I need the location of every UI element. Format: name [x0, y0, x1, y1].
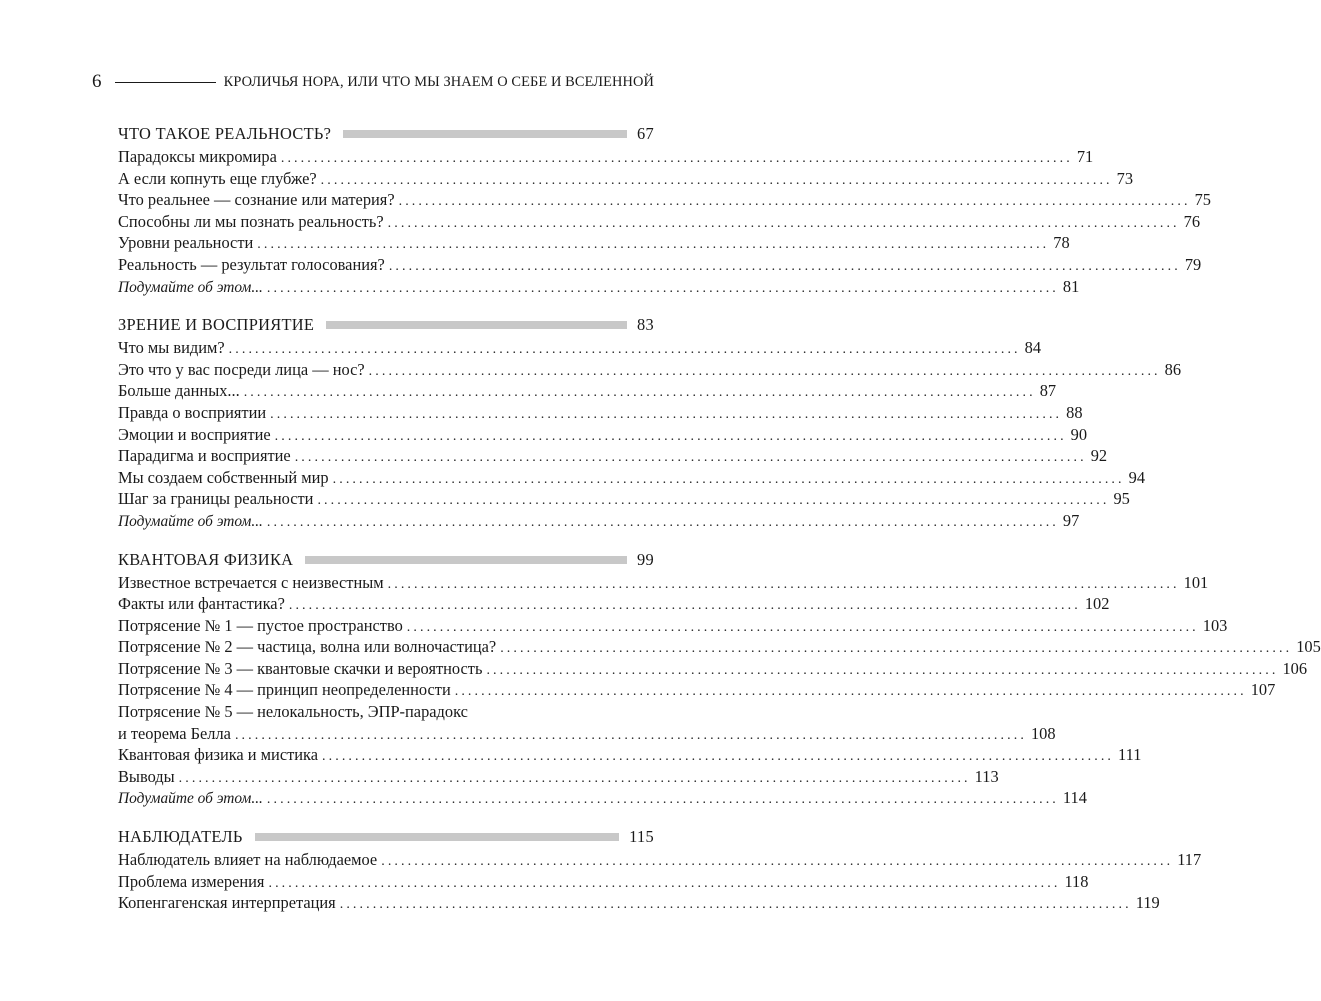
entry-page: 105: [1296, 637, 1321, 657]
entry-page: 73: [1116, 168, 1134, 188]
entry-page: 107: [1250, 680, 1276, 700]
toc-entry[interactable]: [118, 445, 1108, 467]
entry-title: Подумайте об этом...: [118, 512, 263, 530]
leader-dots: ........................................................................................................................: [381, 854, 1174, 870]
entry-title: Известное встречается с неизвестным: [118, 572, 384, 592]
leader-dots: ........................................................................................................................: [322, 749, 1115, 765]
entry-title: Больше данных...: [118, 381, 240, 401]
leader-dots: ........................................................................................................................: [228, 342, 1021, 358]
toc-section: [118, 313, 1182, 531]
leader-dots: ........................................................................................................................: [243, 385, 1036, 401]
table-of-contents: [118, 122, 1321, 930]
entry-page: 78: [1053, 233, 1070, 253]
toc-entry[interactable]: [118, 849, 1202, 871]
heading-bar: [326, 321, 627, 329]
entry-page: 113: [974, 766, 999, 786]
entry-title: Потрясение № 3 — квантовые скачки и вероятность: [118, 658, 483, 678]
running-header: [92, 70, 654, 94]
toc-entry[interactable]: [118, 211, 1201, 233]
entry-page: 75: [1194, 190, 1211, 210]
leader-dots: ........................................................................................................................: [266, 514, 1059, 530]
toc-entry[interactable]: [118, 254, 1202, 276]
toc-entry[interactable]: [118, 146, 1094, 168]
toc-entry[interactable]: [118, 510, 1080, 532]
section-heading[interactable]: [118, 313, 654, 337]
section-heading-title: КВАНТОВАЯ ФИЗИКА: [118, 549, 294, 569]
toc-entry[interactable]: [118, 488, 1130, 510]
toc-entry[interactable]: [118, 723, 1056, 745]
entry-title: Потрясение № 5 — нелокальность, ЭПР-парадокс: [118, 702, 468, 722]
entry-page: 92: [1090, 446, 1108, 466]
leader-dots: ........................................................................................................................: [398, 194, 1191, 210]
section-heading-title: ЗРЕНИЕ И ВОСПРИЯТИЕ: [118, 315, 315, 335]
heading-bar: [305, 556, 627, 564]
entry-page: 86: [1164, 359, 1182, 379]
entry-page: 97: [1062, 510, 1080, 530]
entry-page: 95: [1113, 489, 1130, 509]
page-number: 6: [92, 71, 102, 92]
entry-page: 102: [1084, 594, 1110, 614]
entry-title: Выводы: [118, 766, 175, 786]
entry-title: Проблема измерения: [118, 871, 265, 891]
leader-dots: ........................................................................................................................: [294, 450, 1087, 466]
leader-dots: ........................................................................................................................: [368, 363, 1161, 379]
section-heading[interactable]: [118, 122, 654, 146]
toc-entry-line[interactable]: [118, 701, 654, 723]
leader-dots: ........................................................................................................................: [268, 875, 1061, 891]
entry-title: Копенгагенская интерпретация: [118, 893, 336, 913]
leader-dots: ........................................................................................................................: [178, 770, 971, 786]
section-heading[interactable]: [118, 548, 654, 572]
entry-title: Потрясение № 1 — пустое пространство: [118, 615, 403, 635]
entry-page: 76: [1183, 211, 1201, 231]
leader-dots: ........................................................................................................................: [234, 727, 1027, 743]
entry-page: 81: [1062, 276, 1080, 296]
toc-entry[interactable]: [118, 787, 1087, 809]
leader-dots: ........................................................................................................................: [387, 215, 1180, 231]
leader-dots: ........................................................................................................................: [332, 471, 1125, 487]
leader-dots: ........................................................................................................................: [500, 641, 1293, 657]
entry-title: Наблюдатель влияет на наблюдаемое: [118, 850, 378, 870]
leader-dots: ........................................................................................................................: [274, 428, 1067, 444]
leader-dots: ........................................................................................................................: [280, 151, 1073, 166]
entry-page: 87: [1039, 381, 1057, 401]
leader-dots: ........................................................................................................................: [317, 493, 1110, 509]
toc-entry[interactable]: [118, 892, 1160, 914]
toc-entry[interactable]: [118, 189, 1211, 211]
leader-dots: ........................................................................................................................: [266, 280, 1059, 296]
entry-title: Уровни реальности: [118, 233, 254, 253]
leader-dots: ........................................................................................................................: [486, 662, 1279, 678]
entry-title: Способны ли мы познать реальность?: [118, 211, 384, 231]
entry-title: Потрясение № 4 — принцип неопределенности: [118, 680, 451, 700]
entry-page: 114: [1062, 788, 1087, 808]
toc-section: [118, 825, 1202, 914]
section-heading[interactable]: [118, 825, 654, 849]
leader-dots: ........................................................................................................................: [388, 258, 1181, 274]
section-heading-page: 99: [637, 549, 654, 569]
leader-dots: ........................................................................................................................: [257, 237, 1050, 253]
leader-dots: ........................................................................................................................: [339, 897, 1132, 913]
entry-page: 103: [1202, 615, 1228, 635]
toc-entry[interactable]: [118, 871, 1089, 893]
toc-entry[interactable]: [118, 168, 1134, 190]
entry-title-cont: и теорема Белла: [118, 723, 231, 743]
entry-page: 88: [1066, 402, 1083, 422]
entry-title: Потрясение № 2 — частица, волна или волночастица?: [118, 637, 497, 657]
entry-title: Факты или фантастика?: [118, 594, 285, 614]
entry-title: Что мы видим?: [118, 338, 225, 358]
entry-page: 101: [1183, 572, 1209, 592]
leader-dots: ........................................................................................................................: [454, 684, 1247, 700]
section-heading-title: ЧТО ТАКОЕ РЕАЛЬНОСТЬ?: [118, 124, 332, 143]
leader-dots: ........................................................................................................................: [406, 619, 1199, 635]
entry-title: Квантовая физика и мистика: [118, 745, 319, 765]
entry-title: Подумайте об этом...: [118, 278, 263, 296]
entry-page: 119: [1135, 893, 1160, 913]
section-heading-page: 83: [637, 315, 654, 335]
toc-entry[interactable]: [118, 380, 1057, 402]
entry-title: Это что у вас посреди лица — нос?: [118, 359, 365, 379]
leader-dots: ........................................................................................................................: [266, 792, 1059, 808]
entry-page: 79: [1184, 254, 1202, 274]
toc-entry[interactable]: [118, 337, 1042, 359]
toc-entry[interactable]: [118, 766, 999, 788]
toc-entry[interactable]: [118, 276, 1080, 298]
toc-section: [118, 122, 1211, 297]
entry-page: 118: [1064, 871, 1089, 891]
leader-dots: ........................................................................................................................: [270, 406, 1063, 422]
entry-title: Парадигма и восприятие: [118, 446, 291, 466]
heading-bar: [343, 130, 627, 138]
entry-page: 84: [1024, 338, 1042, 358]
header-rule: [115, 82, 215, 83]
toc-entry[interactable]: [118, 467, 1146, 489]
toc-entry[interactable]: [118, 424, 1088, 446]
toc-entry[interactable]: [118, 615, 1228, 637]
entry-page: 111: [1118, 745, 1142, 765]
section-heading-page: 67: [637, 124, 654, 143]
entry-title: Шаг за границы реальности: [118, 489, 314, 509]
leader-dots: ........................................................................................................................: [320, 172, 1113, 188]
toc-entry[interactable]: [118, 636, 1321, 658]
entry-title: Подумайте об этом...: [118, 790, 263, 808]
running-title: КРОЛИЧЬЯ НОРА, ИЛИ ЧТО МЫ ЗНАЕМ О СЕБЕ И ВСЕЛЕННОЙ: [223, 73, 654, 90]
entry-page: 108: [1030, 723, 1056, 743]
toc-entry[interactable]: [118, 744, 1142, 766]
entry-page: 71: [1076, 147, 1094, 166]
entry-title: Парадоксы микромира: [118, 147, 277, 166]
entry-page: 94: [1128, 467, 1146, 487]
toc-entry[interactable]: [118, 402, 1083, 424]
entry-title: Мы создаем собственный мир: [118, 467, 329, 487]
entry-page: 90: [1070, 424, 1088, 444]
toc-entry[interactable]: [118, 232, 1070, 254]
entry-title: Правда о восприятии: [118, 402, 267, 422]
entry-page: 106: [1282, 658, 1308, 678]
entry-title: А если копнуть еще глубже?: [118, 168, 317, 188]
toc-entry[interactable]: [118, 359, 1182, 381]
entry-title: Реальность — результат голосования?: [118, 254, 385, 274]
leader-dots: ........................................................................................................................: [387, 576, 1180, 592]
entry-page: 117: [1177, 850, 1202, 870]
toc-entry[interactable]: [118, 658, 1308, 680]
entry-title: Эмоции и восприятие: [118, 424, 271, 444]
toc-section: [118, 548, 1321, 810]
heading-bar: [255, 833, 619, 841]
leader-dots: ........................................................................................................................: [288, 598, 1081, 614]
toc-entry[interactable]: [118, 572, 1209, 594]
toc-entry[interactable]: [118, 593, 1110, 615]
section-heading-page: 115: [629, 827, 654, 847]
section-heading-title: НАБЛЮДАТЕЛЬ: [118, 827, 243, 847]
toc-entry[interactable]: [118, 679, 1276, 701]
entry-title: Что реальнее — сознание или материя?: [118, 190, 395, 210]
